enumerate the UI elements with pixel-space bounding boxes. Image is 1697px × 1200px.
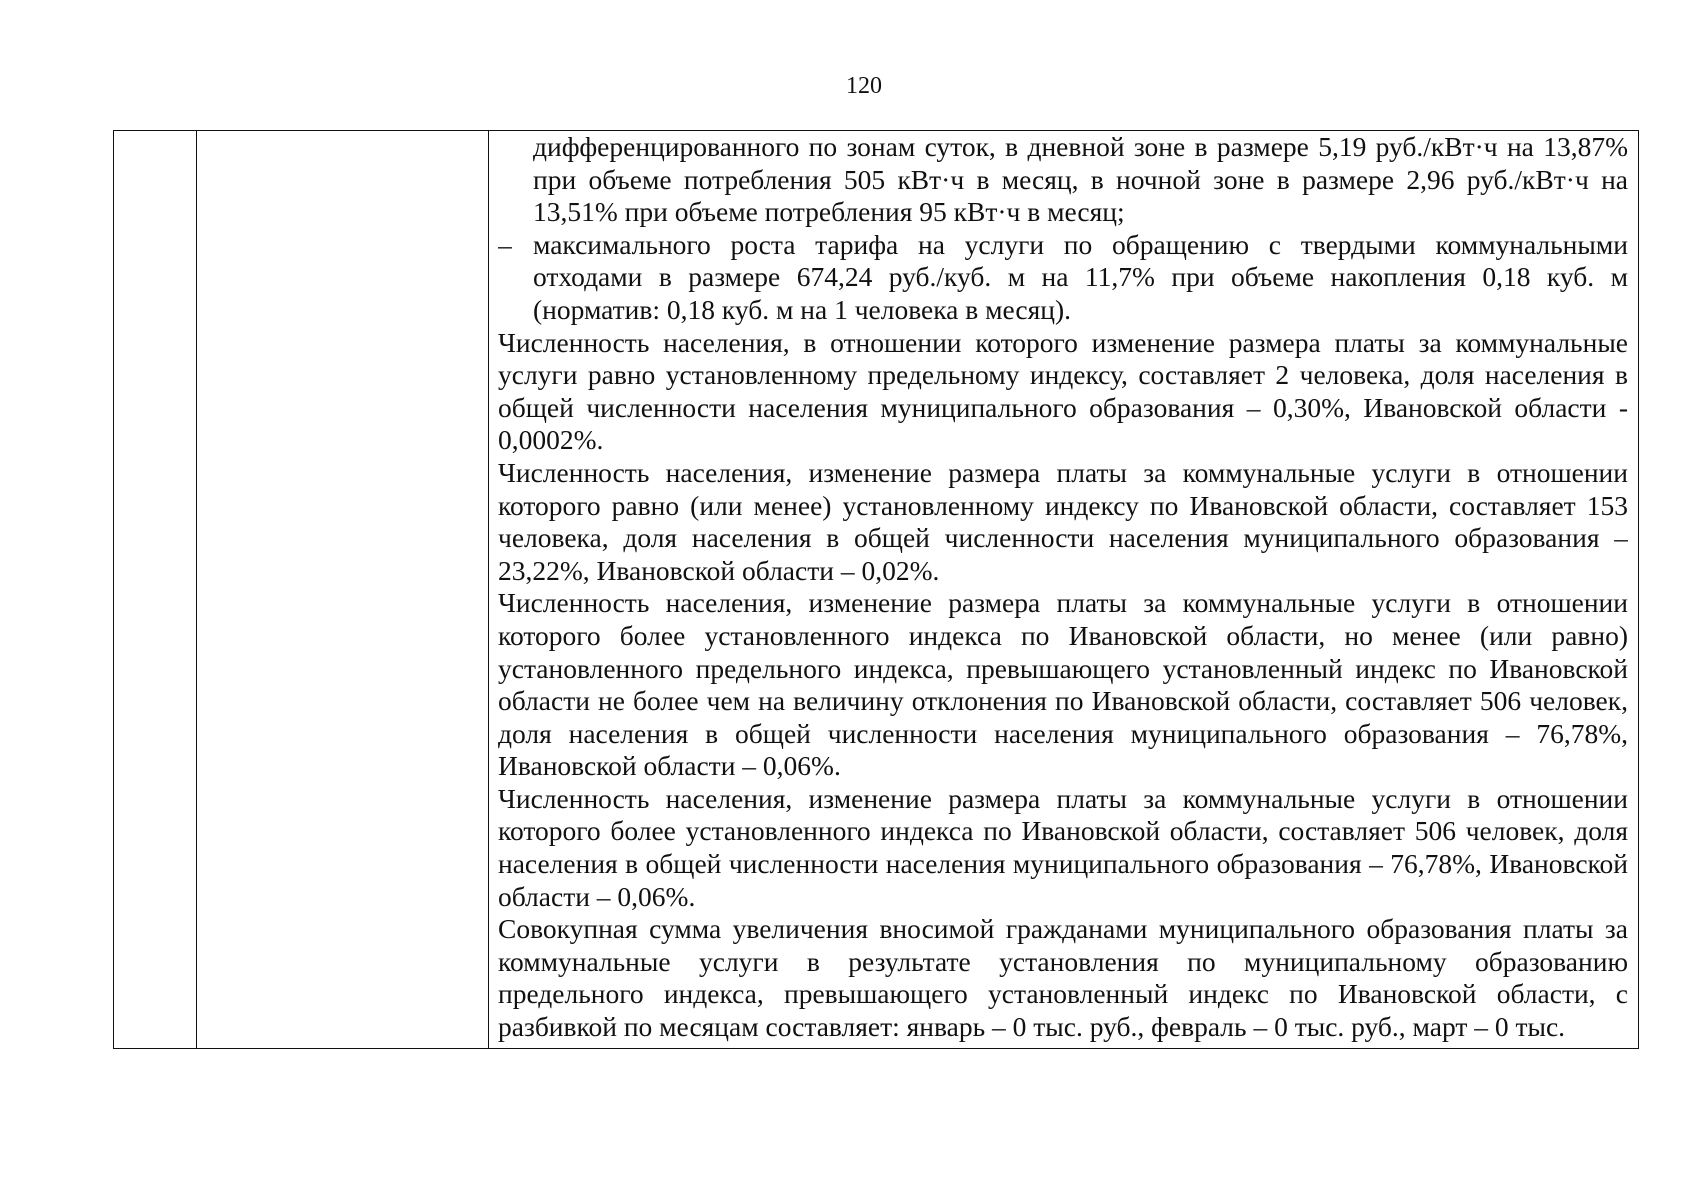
list-item — [498, 229, 1628, 327]
paragraph: Численность населения, изменение размера платы за коммунальные услуги в отношении которого равно (или менее) установленному индексу по Ивановской области, составляет 153 человека, доля населения в общей численности населения муниципального образования – 23,22%, Ивановской области – 0,02%. — [498, 456, 1628, 586]
paragraph: Численность населения, изменение размера платы за коммунальные услуги в отношении которого более установленного индекса по Ивановской области, составляет 506 человек, доля населения в общей численности населения муниципального образования – 76,78%, Ивановской области – 0,06%. — [498, 782, 1628, 912]
list-dash: – — [498, 228, 512, 260]
paragraph: Численность населения, в отношении которого изменение размера платы за коммунальные услуги равно установленному предельному индексу, составляет 2 человека, доля населения в общей численности населения муниципального образования – 0,30%, Ивановской области - 0,0002%. — [498, 326, 1628, 456]
table-cell-name — [197, 131, 489, 1049]
table-cell-number — [114, 131, 197, 1049]
paragraph: Совокупная сумма увеличения вносимой гражданами муниципального образования платы за коммунальные услуги в результате установления по муниципальному образованию предельного индекса, превышающего установленный индекс по Ивановской области, с разбивкой по месяцам составляет: январь – 0 тыс. руб., февраль – 0 тыс. руб., март – 0 тыс. — [498, 913, 1628, 1043]
table-cell-content — [489, 131, 1639, 1049]
page-number: 120 — [846, 73, 882, 99]
document-table — [113, 130, 1639, 1049]
table-row — [114, 131, 1639, 1049]
list-item-text: максимального роста тарифа на услуги по обращению с твердыми коммунальными отходами в размере 674,24 руб./куб. м на 11,7% при объеме накопления 0,18 куб. м (норматив: 0,18 куб. м на 1 человека в месяц). — [533, 228, 1628, 325]
list-item-text: дифференцированного по зонам суток, в дневной зоне в размере 5,19 руб./кВт·ч на 13,87% при объеме потребления 505 кВт·ч в месяц, в ночной зоне в размере 2,96 руб./кВт·ч на 13,51% при объеме потребления 95 кВт·ч в месяц; — [533, 131, 1628, 228]
cell-content — [498, 131, 1628, 1048]
list-item — [498, 131, 1628, 229]
paragraph: Численность населения, изменение размера платы за коммунальные услуги в отношении которого более установленного индекса по Ивановской области, но менее (или равно) установленного предельного индекса, превышающего установленный индекс по Ивановской области не более чем на величину отклонения по Ивановской области, составляет 506 человек, доля населения в общей численности населения муниципального образования – 76,78%, Ивановской области – 0,06%. — [498, 587, 1628, 782]
